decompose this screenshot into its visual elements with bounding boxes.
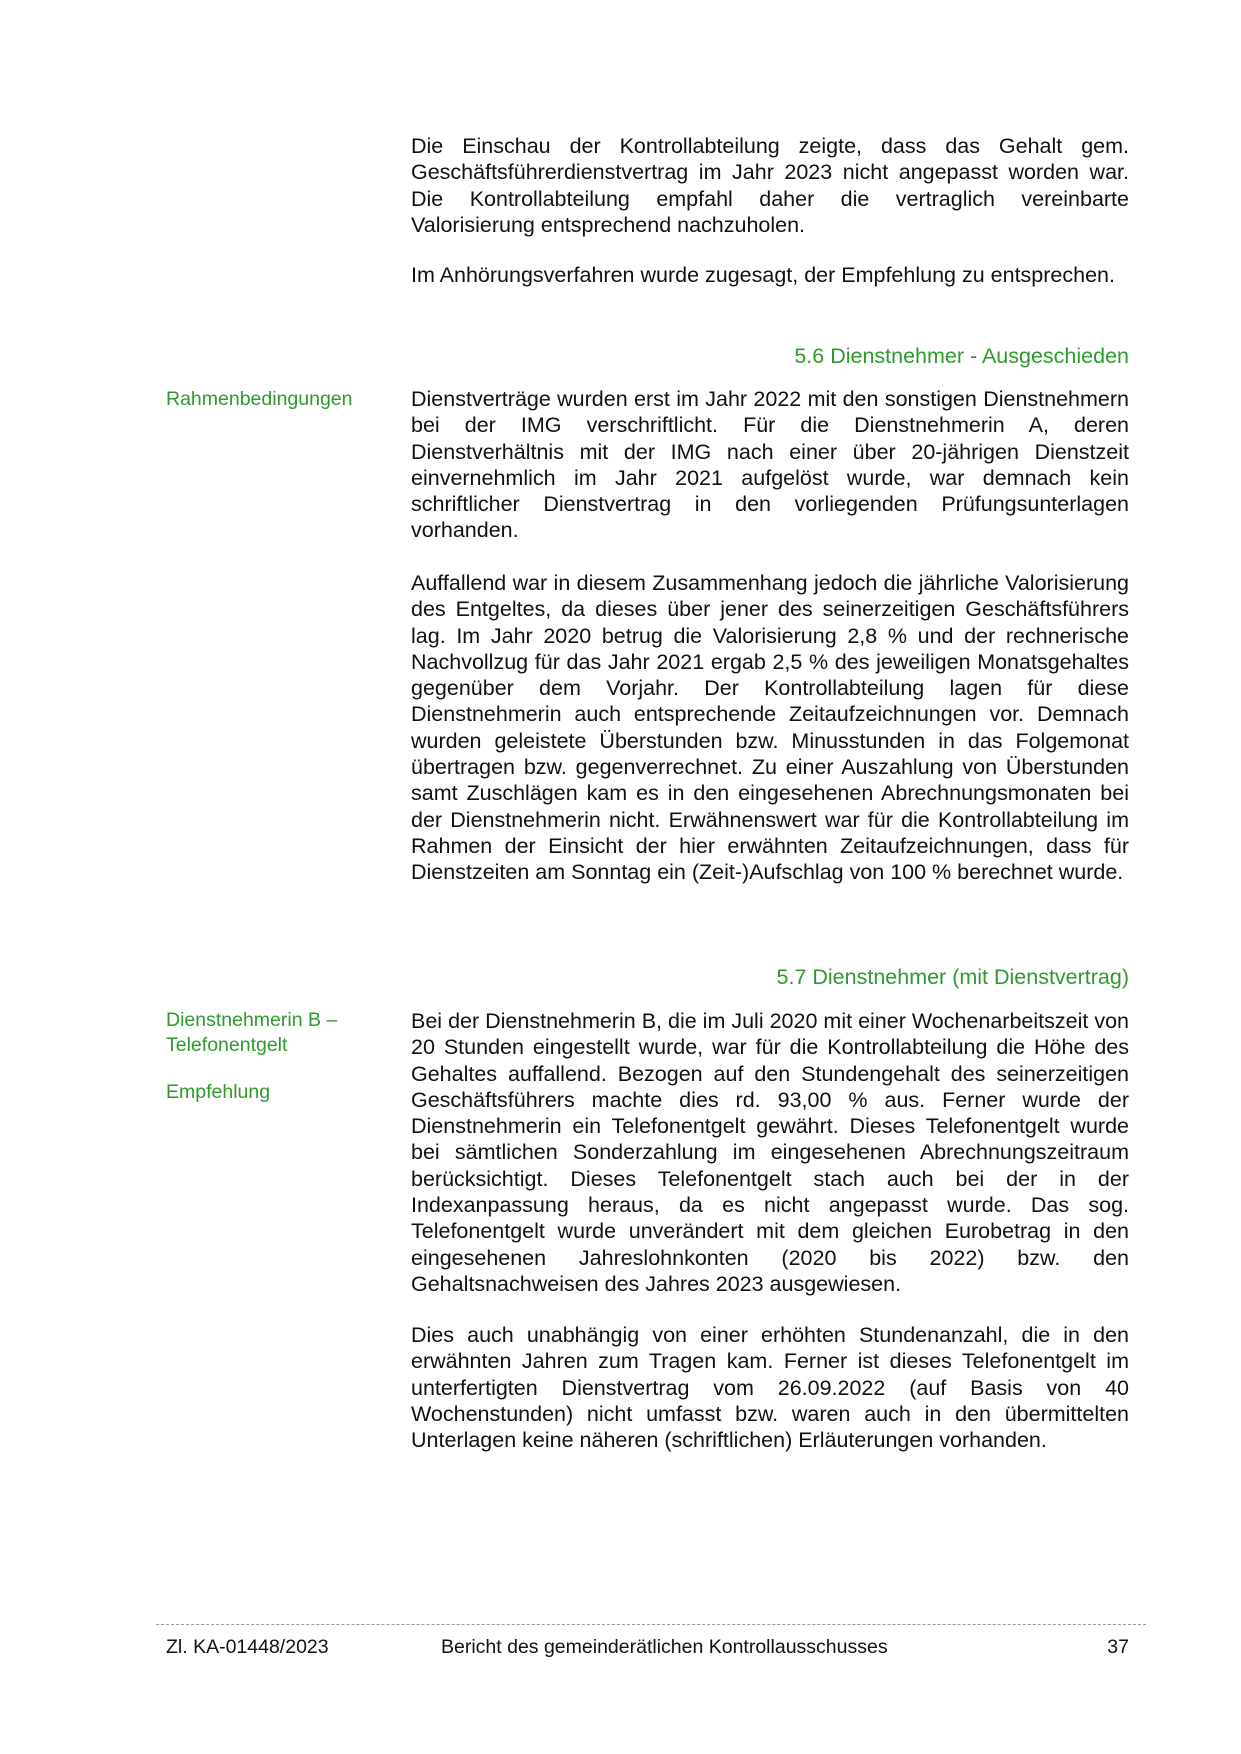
margin-note-empfehlung: Empfehlung	[166, 1081, 271, 1103]
paragraph-employee-b: Bei der Dienstnehmerin B, die im Juli 2020 mit einer Wochenarbeitszeit von 20 Stunden eingestellt wurde, war für die Kontrollabteilung die Höhe des Gehaltes auffallend. Bezogen auf den Stundengehalt des seinerzeitigen Geschäftsführers machte dies rd. 93,00 % aus. Ferner wurde der Dienstnehmerin ein Telefonentgelt gewährt. Dieses Telefonentgelt wurde bei sämtlichen Sonderzahlung im eingesehenen Abrechnungszeitraum berücksichtigt. Dieses Telefonentgelt stach auch bei der in der Indexanpassung heraus, da es nicht angepasst wurde. Das sog. Telefonentgelt wurde unverändert mit dem gleichen Eurobetrag in den eingesehenen Jahreslohnkonten (2020 bis 2022) bzw. den Gehaltsnachweisen des Jahres 2023 ausgewiesen.	[411, 1009, 1129, 1296]
paragraph-phone-allowance: Dies auch unabhängig von einer erhöhten Stundenanzahl, die in den erwähnten Jahren zum Tragen kam. Ferner ist dieses Telefonentgelt im unterfertigten Dienstvertrag vom 26.09.2022 (auf Basis von 40 Wochenstunden) nicht umfasst bzw. waren auch in den übermittelten Unterlagen keine näheren (schriftlichen) Erläuterungen vorhanden.	[411, 1323, 1129, 1453]
margin-note-dienstnehmerin-b: Dienstnehmerin B –	[166, 1009, 338, 1031]
margin-note-group	[166, 1008, 386, 1105]
page-number: 37	[1107, 1636, 1129, 1658]
footer-divider	[156, 1624, 1146, 1625]
paragraph-hearing-procedure: Im Anhörungsverfahren wurde zugesagt, der Empfehlung zu entsprechen.	[411, 263, 1115, 287]
paragraph-framework-conditions: Dienstverträge wurden erst im Jahr 2022 mit den sonstigen Dienstnehmern bei der IMG verschriftlicht. Für die Dienstnehmerin A, deren Dienstverhältnis mit der IMG nach einer über 20-jährigen Dienstzeit einvernehmlich im Jahr 2021 aufgelöst wurde, war demnach kein schriftlicher Dienstvertrag in den vorliegenden Prüfungsunterlagen vorhanden.	[411, 387, 1129, 543]
paragraph-salary-adjustment: Die Einschau der Kontrollabteilung zeigte, dass das Gehalt gem. Geschäftsführerdienstvertrag im Jahr 2023 nicht angepasst worden war. Die Kontrollabteilung empfahl daher die vertraglich vereinbarte Valorisierung entsprechend nachzuholen.	[411, 134, 1129, 237]
margin-note-telefonentgelt: Telefonentgelt	[166, 1034, 288, 1056]
section-heading-5-7: 5.7 Dienstnehmer (mit Dienstvertrag)	[776, 965, 1129, 989]
paragraph-valorisation: Auffallend war in diesem Zusammenhang jedoch die jährliche Valorisierung des Entgeltes, da dieses über jener des seinerzeitigen Geschäftsführers lag. Im Jahr 2020 betrug die Valorisierung 2,8 % und der rechnerische Nachvollzug für das Jahr 2021 ergab 2,5 % des jeweiligen Monatsgehaltes gegenüber dem Vorjahr. Der Kontrollabteilung lagen für diese Dienstnehmerin auch entsprechende Zeitaufzeichnungen vor. Demnach wurden geleistete Überstunden bzw. Minusstunden in das Folgemonat übertragen bzw. gegenverrechnet. Zu einer Auszahlung von Überstunden samt Zuschlägen kam es in den eingesehenen Abrechnungsmonaten bei der Dienstnehmerin nicht. Erwähnenswert war für die Kontrollabteilung im Rahmen der Einsicht der hier erwähnten Zeitaufzeichnungen, dass für Dienstzeiten am Sonntag ein (Zeit-)Aufschlag von 100 % berechnet wurde.	[411, 571, 1129, 885]
section-heading-5-6: 5.6 Dienstnehmer - Ausgeschieden	[794, 344, 1129, 368]
margin-note-rahmenbedingungen: Rahmenbedingungen	[166, 388, 353, 410]
footer-reference: Zl. KA-01448/2023	[166, 1636, 329, 1658]
footer-report-title: Bericht des gemeinderätlichen Kontrollausschusses	[441, 1636, 888, 1658]
